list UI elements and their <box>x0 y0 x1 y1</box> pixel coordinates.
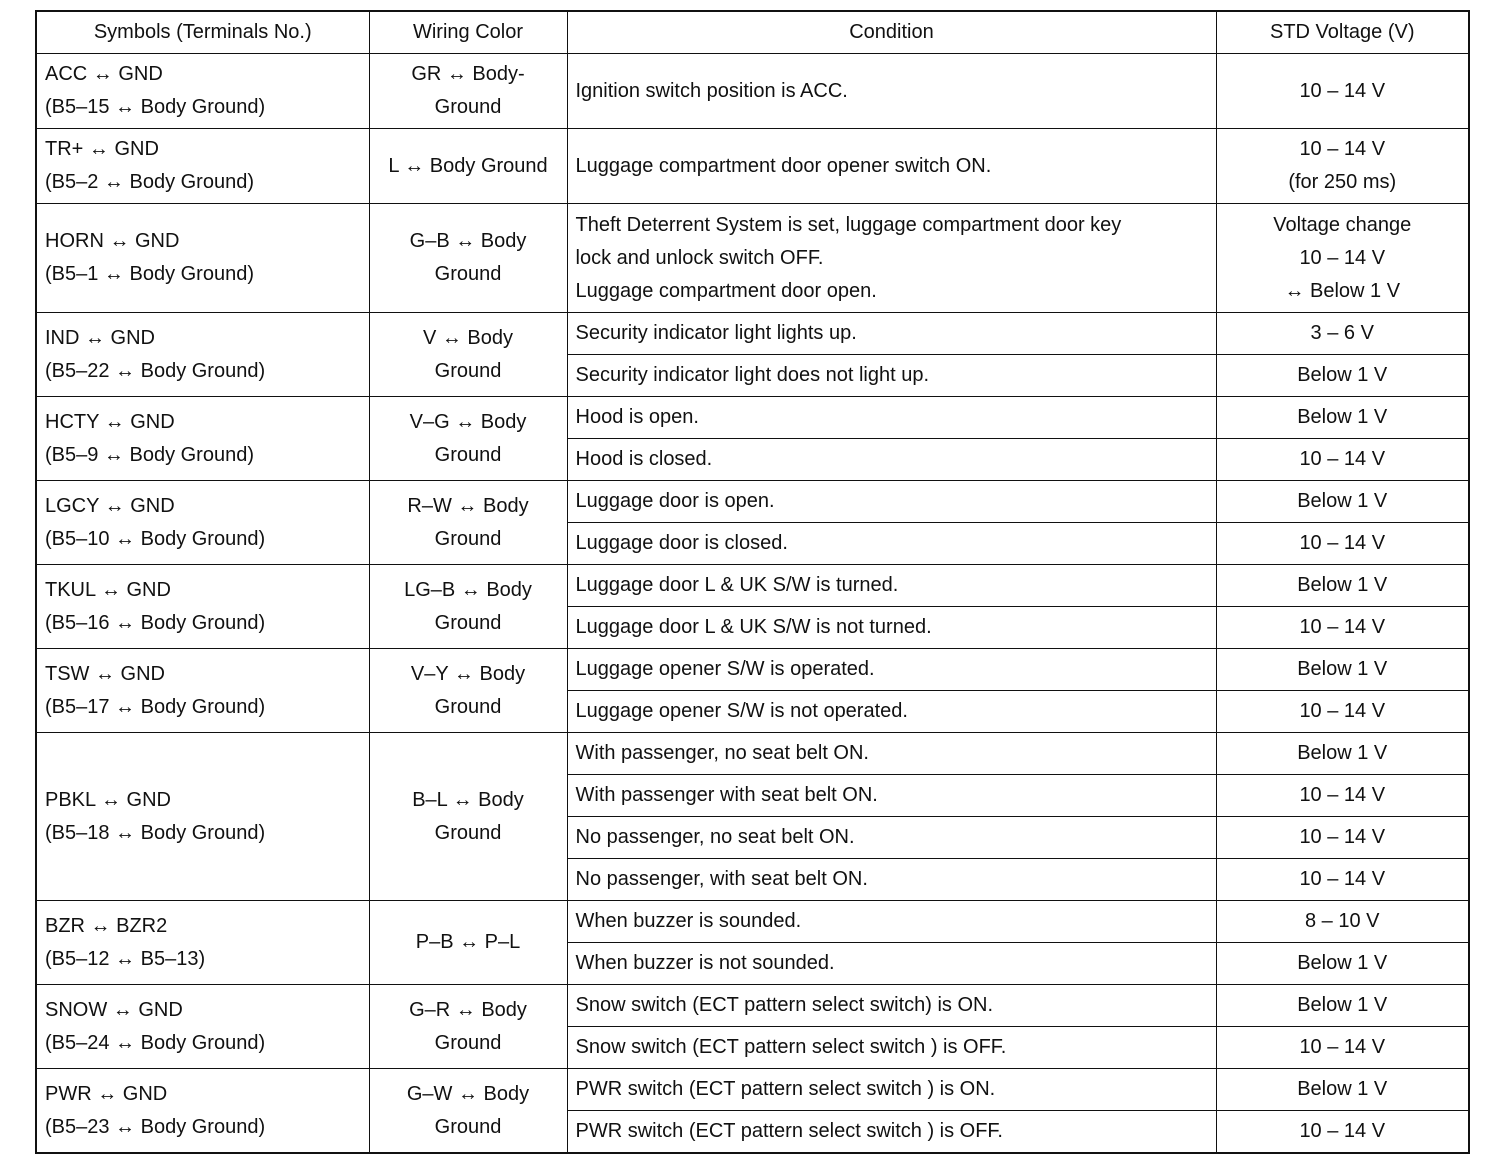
wiring-color-line: Ground <box>434 611 502 634</box>
voltage-line: Below 1 V <box>1297 364 1388 386</box>
voltage-cell <box>1216 397 1469 439</box>
voltage-line: 10 – 14 V <box>1299 246 1386 269</box>
wiring-color-cell <box>369 733 567 901</box>
voltage-cell <box>1216 1069 1469 1111</box>
voltage-line: Below 1 V <box>1297 658 1388 680</box>
condition-cell <box>567 985 1216 1027</box>
terminal-numbers: (B5–16 ↔ Body Ground) <box>45 611 266 634</box>
condition-cell <box>567 775 1216 817</box>
voltage-cell <box>1216 649 1469 691</box>
wiring-color-line: Ground <box>434 263 502 285</box>
wiring-color-line: V–Y ↔ Body <box>410 662 526 685</box>
table-row <box>36 565 1469 607</box>
symbol-cell <box>36 313 369 397</box>
condition-line: Luggage compartment door opener switch ON. <box>575 154 992 177</box>
symbol-cell <box>36 204 369 313</box>
symbol-name: HCTY ↔ GND <box>45 410 175 433</box>
voltage-cell <box>1216 313 1469 355</box>
terminal-numbers: (B5–1 ↔ Body Ground) <box>45 263 254 285</box>
condition-cell <box>567 397 1216 439</box>
terminal-numbers: (B5–18 ↔ Body Ground) <box>45 821 266 844</box>
voltage-cell <box>1216 439 1469 481</box>
table-row <box>36 1069 1469 1111</box>
voltage-line: (for 250 ms) <box>1288 171 1397 193</box>
table-row <box>36 54 1469 129</box>
condition-cell <box>567 313 1216 355</box>
symbol-name: SNOW ↔ GND <box>45 998 183 1021</box>
terminal-voltage-table <box>35 10 1470 1154</box>
condition-cell <box>567 439 1216 481</box>
condition-cell <box>567 54 1216 129</box>
terminal-numbers: (B5–22 ↔ Body Ground) <box>45 359 266 382</box>
voltage-line: Below 1 V <box>1297 574 1388 596</box>
condition-cell <box>567 607 1216 649</box>
header-row <box>36 11 1469 54</box>
voltage-line: Voltage change <box>1273 213 1412 236</box>
condition-line: Luggage compartment door open. <box>575 279 877 302</box>
voltage-cell <box>1216 129 1469 204</box>
condition-line: When buzzer is not sounded. <box>575 952 835 974</box>
symbol-cell <box>36 565 369 649</box>
terminal-numbers: (B5–17 ↔ Body Ground) <box>45 695 266 718</box>
header-wiring-color: Wiring Color <box>369 11 567 54</box>
wiring-color-cell <box>369 565 567 649</box>
terminal-numbers: (B5–10 ↔ Body Ground) <box>45 527 266 550</box>
symbol-name: BZR ↔ BZR2 <box>45 914 168 937</box>
voltage-line: 10 – 14 V <box>1299 826 1386 848</box>
header-std-voltage: STD Voltage (V) <box>1216 11 1469 54</box>
symbol-name: LGCY ↔ GND <box>45 494 175 517</box>
voltage-line: 10 – 14 V <box>1299 616 1386 638</box>
wiring-color-cell <box>369 901 567 985</box>
condition-cell <box>567 523 1216 565</box>
terminal-numbers: (B5–2 ↔ Body Ground) <box>45 171 254 193</box>
voltage-cell <box>1216 943 1469 985</box>
wiring-color-cell <box>369 397 567 481</box>
condition-line: Luggage opener S/W is operated. <box>575 658 875 680</box>
voltage-line: 10 – 14 V <box>1299 79 1386 102</box>
condition-line: Security indicator light does not light up. <box>575 364 930 386</box>
table-row <box>36 397 1469 439</box>
symbol-name: PBKL ↔ GND <box>45 788 171 811</box>
condition-line: With passenger with seat belt ON. <box>575 784 878 806</box>
wiring-color-cell <box>369 481 567 565</box>
symbol-cell <box>36 649 369 733</box>
voltage-cell <box>1216 204 1469 313</box>
condition-cell <box>567 129 1216 204</box>
wiring-color-line: P–B ↔ P–L <box>415 931 521 953</box>
wiring-color-line: B–L ↔ Body <box>412 788 524 811</box>
condition-line: Theft Deterrent System is set, luggage compartment door key <box>575 213 1122 236</box>
condition-cell <box>567 1069 1216 1111</box>
voltage-cell <box>1216 1111 1469 1154</box>
wiring-color-line: GR ↔ Body- <box>411 63 525 85</box>
voltage-cell <box>1216 733 1469 775</box>
symbol-name: PWR ↔ GND <box>45 1082 168 1105</box>
voltage-line: Below 1 V <box>1297 952 1388 974</box>
voltage-cell <box>1216 355 1469 397</box>
voltage-cell <box>1216 1027 1469 1069</box>
table-row <box>36 901 1469 943</box>
table-row <box>36 481 1469 523</box>
condition-line: Security indicator light lights up. <box>575 322 857 344</box>
voltage-line: Below 1 V <box>1297 994 1388 1016</box>
wiring-color-line: Ground <box>434 1115 502 1138</box>
voltage-cell <box>1216 523 1469 565</box>
wiring-color-line: V ↔ Body <box>422 326 514 349</box>
voltage-line: 3 – 6 V <box>1310 322 1374 344</box>
symbol-cell <box>36 1069 369 1154</box>
condition-cell <box>567 859 1216 901</box>
terminal-numbers: (B5–12 ↔ B5–13) <box>45 947 206 970</box>
condition-line: Snow switch (ECT pattern select switch) is ON. <box>575 994 994 1016</box>
symbol-cell <box>36 129 369 204</box>
condition-line: No passenger, with seat belt ON. <box>575 868 868 890</box>
wiring-color-line: Ground <box>434 821 502 844</box>
voltage-line: 10 – 14 V <box>1299 700 1386 722</box>
symbol-cell <box>36 901 369 985</box>
wiring-color-cell <box>369 313 567 397</box>
symbol-name: HORN ↔ GND <box>45 230 180 252</box>
symbol-cell <box>36 54 369 129</box>
condition-line: Luggage opener S/W is not operated. <box>575 700 908 722</box>
condition-cell <box>567 943 1216 985</box>
condition-line: Luggage door L & UK S/W is not turned. <box>575 616 932 638</box>
voltage-line: ↔ Below 1 V <box>1284 279 1401 302</box>
condition-cell <box>567 565 1216 607</box>
condition-cell <box>567 649 1216 691</box>
voltage-cell <box>1216 817 1469 859</box>
voltage-cell <box>1216 691 1469 733</box>
voltage-line: 10 – 14 V <box>1299 868 1386 890</box>
voltage-line: 10 – 14 V <box>1299 1036 1386 1058</box>
symbol-name: IND ↔ GND <box>45 326 155 349</box>
wiring-color-line: V–G ↔ Body <box>409 410 527 433</box>
symbol-name: TSW ↔ GND <box>45 662 165 685</box>
wiring-color-cell <box>369 54 567 129</box>
wiring-color-cell <box>369 1069 567 1154</box>
condition-cell <box>567 691 1216 733</box>
condition-cell <box>567 1027 1216 1069</box>
condition-line: Snow switch (ECT pattern select switch ) is OFF. <box>575 1036 1007 1058</box>
condition-cell <box>567 355 1216 397</box>
wiring-color-line: Ground <box>434 359 502 382</box>
symbol-name: TKUL ↔ GND <box>45 578 171 601</box>
voltage-line: Below 1 V <box>1297 1078 1388 1100</box>
header-condition: Condition <box>567 11 1216 54</box>
voltage-cell <box>1216 901 1469 943</box>
voltage-cell <box>1216 481 1469 523</box>
voltage-line: Below 1 V <box>1297 490 1388 512</box>
voltage-line: 10 – 14 V <box>1299 1120 1386 1142</box>
voltage-cell <box>1216 985 1469 1027</box>
condition-cell <box>567 901 1216 943</box>
condition-line: Luggage door is closed. <box>575 532 788 554</box>
condition-line: PWR switch (ECT pattern select switch ) is ON. <box>575 1078 996 1100</box>
wiring-color-line: Ground <box>434 527 502 550</box>
table-row <box>36 204 1469 313</box>
header-symbols: Symbols (Terminals No.) <box>36 11 369 54</box>
voltage-cell <box>1216 54 1469 129</box>
voltage-cell <box>1216 565 1469 607</box>
voltage-line: 10 – 14 V <box>1299 448 1386 470</box>
symbol-name: TR+ ↔ GND <box>45 138 159 160</box>
condition-line: Luggage door L & UK S/W is turned. <box>575 574 899 596</box>
wiring-color-line: LG–B ↔ Body <box>404 578 532 601</box>
symbol-cell <box>36 733 369 901</box>
voltage-line: 8 – 10 V <box>1304 910 1380 932</box>
condition-line: Ignition switch position is ACC. <box>575 79 848 102</box>
wiring-color-line: G–B ↔ Body <box>409 230 527 252</box>
condition-line: No passenger, no seat belt ON. <box>575 826 855 848</box>
terminal-numbers: (B5–15 ↔ Body Ground) <box>45 96 266 118</box>
voltage-line: Below 1 V <box>1297 406 1388 428</box>
voltage-cell <box>1216 607 1469 649</box>
condition-cell <box>567 1111 1216 1154</box>
terminal-numbers: (B5–23 ↔ Body Ground) <box>45 1115 266 1138</box>
condition-cell <box>567 733 1216 775</box>
table-body <box>36 54 1469 1154</box>
table-row <box>36 733 1469 775</box>
terminal-numbers: (B5–9 ↔ Body Ground) <box>45 443 254 466</box>
wiring-color-line: Ground <box>434 443 502 466</box>
table-row <box>36 313 1469 355</box>
voltage-line: 10 – 14 V <box>1299 532 1386 554</box>
wiring-color-cell <box>369 649 567 733</box>
condition-line: Hood is open. <box>575 406 699 428</box>
table-row <box>36 129 1469 204</box>
condition-cell <box>567 817 1216 859</box>
wiring-color-cell <box>369 985 567 1069</box>
wiring-color-line: Ground <box>434 96 502 118</box>
condition-line: PWR switch (ECT pattern select switch ) is OFF. <box>575 1120 1003 1142</box>
condition-line: lock and unlock switch OFF. <box>575 246 824 269</box>
voltage-line: 10 – 14 V <box>1299 138 1386 160</box>
wiring-color-line: R–W ↔ Body <box>407 494 529 517</box>
table-row <box>36 649 1469 691</box>
voltage-line: 10 – 14 V <box>1299 784 1386 806</box>
voltage-line: Below 1 V <box>1297 742 1388 764</box>
condition-line: When buzzer is sounded. <box>575 910 802 932</box>
wiring-color-cell <box>369 204 567 313</box>
symbol-cell <box>36 985 369 1069</box>
wiring-color-line: G–R ↔ Body <box>409 998 527 1021</box>
table-row <box>36 985 1469 1027</box>
voltage-cell <box>1216 775 1469 817</box>
condition-line: With passenger, no seat belt ON. <box>575 742 869 764</box>
wiring-color-line: L ↔ Body Ground <box>388 154 548 177</box>
condition-cell <box>567 481 1216 523</box>
symbol-name: ACC ↔ GND <box>45 63 163 85</box>
condition-line: Hood is closed. <box>575 448 713 470</box>
symbol-cell <box>36 481 369 565</box>
voltage-cell <box>1216 859 1469 901</box>
wiring-color-line: Ground <box>434 1031 502 1054</box>
symbol-cell <box>36 397 369 481</box>
terminal-numbers: (B5–24 ↔ Body Ground) <box>45 1031 266 1054</box>
wiring-color-cell <box>369 129 567 204</box>
wiring-color-line: Ground <box>434 695 502 718</box>
wiring-color-line: G–W ↔ Body <box>406 1082 530 1105</box>
condition-line: Luggage door is open. <box>575 490 775 512</box>
condition-cell <box>567 204 1216 313</box>
